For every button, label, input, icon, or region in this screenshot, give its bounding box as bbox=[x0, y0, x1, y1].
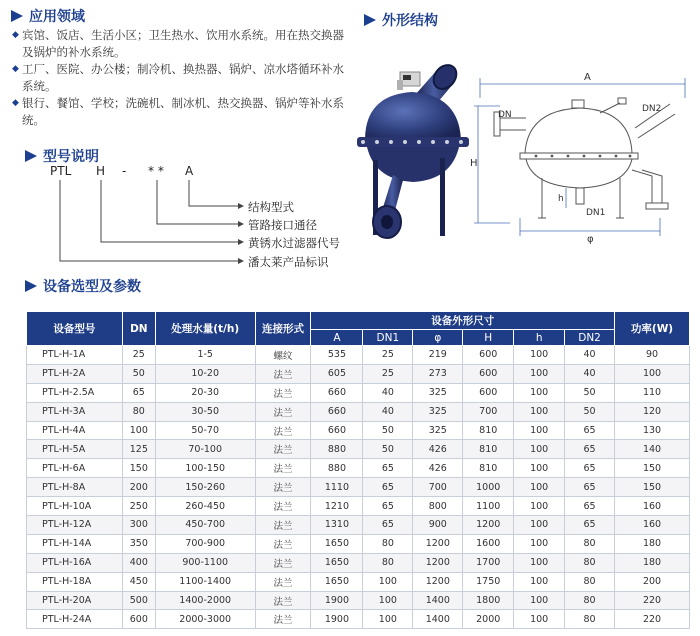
table-cell: 100 bbox=[514, 478, 565, 497]
table-cell: 1210 bbox=[311, 497, 363, 516]
table-cell: 螺纹 bbox=[255, 346, 311, 365]
table-cell: 2000 bbox=[463, 610, 514, 629]
table-cell: 325 bbox=[413, 402, 463, 421]
table-cell: 40 bbox=[565, 364, 615, 383]
table-cell: 426 bbox=[413, 459, 463, 478]
table-cell: 65 bbox=[565, 421, 615, 440]
table-cell: 100 bbox=[363, 610, 413, 629]
table-cell: 法兰 bbox=[255, 364, 311, 383]
table-cell: 260-450 bbox=[155, 497, 255, 516]
section-bullet-icon bbox=[363, 13, 377, 27]
table-cell: 25 bbox=[363, 364, 413, 383]
table-cell: 100-150 bbox=[155, 459, 255, 478]
table-row bbox=[27, 440, 690, 459]
table-row bbox=[27, 534, 690, 553]
table-cell: 180 bbox=[615, 553, 690, 572]
table-cell: 200 bbox=[615, 572, 690, 591]
table-cell: 100 bbox=[514, 346, 565, 365]
table-cell: 65 bbox=[363, 459, 413, 478]
table-cell: 1600 bbox=[463, 534, 514, 553]
table-cell: 65 bbox=[565, 440, 615, 459]
table-cell: 50 bbox=[122, 364, 155, 383]
table-cell: 80 bbox=[565, 591, 615, 610]
table-cell: 法兰 bbox=[255, 459, 311, 478]
list-item: ◆ 工厂、医院、办公楼；制冷机、换热器、锅炉、凉水塔循环补水系统。 bbox=[12, 62, 344, 93]
table-cell: 1750 bbox=[463, 572, 514, 591]
table-cell: 65 bbox=[363, 516, 413, 535]
table-cell: 1900 bbox=[311, 591, 363, 610]
table-row bbox=[27, 497, 690, 516]
label-a: A bbox=[584, 72, 591, 83]
table-cell: 1100 bbox=[463, 497, 514, 516]
table-cell: 80 bbox=[565, 572, 615, 591]
table-cell: 65 bbox=[565, 497, 615, 516]
table-cell: 110 bbox=[615, 383, 690, 402]
table-cell: 100 bbox=[514, 534, 565, 553]
table-cell: 65 bbox=[363, 478, 413, 497]
table-cell: PTL-H-6A bbox=[27, 459, 123, 478]
table-cell: 100 bbox=[122, 421, 155, 440]
table-cell: 法兰 bbox=[255, 610, 311, 629]
table-cell: 100 bbox=[514, 497, 565, 516]
appearance-title: 外形结构 bbox=[382, 13, 438, 29]
table-cell: 50-70 bbox=[155, 421, 255, 440]
table-cell: 法兰 bbox=[255, 402, 311, 421]
table-cell: 80 bbox=[363, 534, 413, 553]
drawing-lines bbox=[470, 58, 698, 258]
table-cell: 100 bbox=[514, 572, 565, 591]
table-cell: 10-20 bbox=[155, 364, 255, 383]
application-heading bbox=[10, 6, 85, 26]
table-cell: 20-30 bbox=[155, 383, 255, 402]
diamond-bullet-icon: ◆ bbox=[12, 30, 19, 40]
table-cell: PTL-H-14A bbox=[27, 534, 123, 553]
table-cell: 50 bbox=[363, 440, 413, 459]
table-cell: 法兰 bbox=[255, 478, 311, 497]
header-connection: 连接形式 bbox=[255, 312, 311, 346]
table-cell: 250 bbox=[122, 497, 155, 516]
table-cell: 100 bbox=[514, 610, 565, 629]
parameter-table bbox=[26, 311, 690, 629]
header-dn1: DN1 bbox=[363, 330, 413, 346]
table-cell: 810 bbox=[463, 421, 514, 440]
table-cell: 1000 bbox=[463, 478, 514, 497]
table-cell: 150-260 bbox=[155, 478, 255, 497]
table-row bbox=[27, 553, 690, 572]
table-cell: 100 bbox=[514, 383, 565, 402]
table-row bbox=[27, 402, 690, 421]
table-cell: 100 bbox=[363, 572, 413, 591]
table-cell: 80 bbox=[122, 402, 155, 421]
table-cell: 1400-2000 bbox=[155, 591, 255, 610]
table-cell: 810 bbox=[463, 459, 514, 478]
diamond-bullet-icon: ◆ bbox=[12, 64, 19, 74]
table-cell: 100 bbox=[514, 364, 565, 383]
code-dash: - bbox=[122, 164, 127, 178]
table-cell: 25 bbox=[122, 346, 155, 365]
table-cell: 600 bbox=[463, 346, 514, 365]
header-h: H bbox=[463, 330, 514, 346]
table-cell: 600 bbox=[463, 383, 514, 402]
table-cell: 法兰 bbox=[255, 516, 311, 535]
table-cell: 30-50 bbox=[155, 402, 255, 421]
table-cell: 1800 bbox=[463, 591, 514, 610]
code-label-structure: 结构型式 bbox=[248, 200, 294, 214]
table-row bbox=[27, 421, 690, 440]
table-cell: 1310 bbox=[311, 516, 363, 535]
application-title: 应用领域 bbox=[29, 9, 85, 25]
table-row bbox=[27, 572, 690, 591]
header-power: 功率(W) bbox=[615, 312, 690, 346]
header-dimensions: 设备外形尺寸 bbox=[311, 312, 615, 330]
table-cell: PTL-H-2A bbox=[27, 364, 123, 383]
table-cell: 150 bbox=[122, 459, 155, 478]
table-cell: PTL-H-20A bbox=[27, 591, 123, 610]
table-cell: PTL-H-5A bbox=[27, 440, 123, 459]
code-label-brand: 潘太莱产品标识 bbox=[248, 255, 329, 269]
table-cell: PTL-H-8A bbox=[27, 478, 123, 497]
table-cell: PTL-H-16A bbox=[27, 553, 123, 572]
label-h-small: h bbox=[558, 194, 564, 204]
table-cell: 535 bbox=[311, 346, 363, 365]
table-cell: 法兰 bbox=[255, 440, 311, 459]
table-cell: PTL-H-12A bbox=[27, 516, 123, 535]
selection-heading bbox=[24, 276, 141, 296]
table-cell: 450-700 bbox=[155, 516, 255, 535]
table-cell: 50 bbox=[565, 402, 615, 421]
application-list bbox=[12, 27, 350, 129]
model-desc-heading bbox=[24, 146, 99, 166]
table-cell: 100 bbox=[514, 459, 565, 478]
header-flow: 处理水量(t/h) bbox=[155, 312, 255, 346]
table-cell: 325 bbox=[413, 421, 463, 440]
table-cell: 2000-3000 bbox=[155, 610, 255, 629]
table-row bbox=[27, 516, 690, 535]
code-label-bore: 管路接口通径 bbox=[248, 218, 317, 232]
table-cell: 1100-1400 bbox=[155, 572, 255, 591]
table-cell: PTL-H-24A bbox=[27, 610, 123, 629]
code-part-type: H bbox=[96, 164, 106, 178]
table-row bbox=[27, 591, 690, 610]
table-cell: 法兰 bbox=[255, 534, 311, 553]
table-cell: 150 bbox=[615, 478, 690, 497]
table-cell: 50 bbox=[565, 383, 615, 402]
table-cell: 426 bbox=[413, 440, 463, 459]
table-cell: 100 bbox=[514, 421, 565, 440]
table-cell: 65 bbox=[565, 516, 615, 535]
table-cell: 100 bbox=[615, 364, 690, 383]
table-cell: 120 bbox=[615, 402, 690, 421]
table-cell: 160 bbox=[615, 516, 690, 535]
appearance-heading bbox=[363, 10, 438, 30]
table-cell: 1200 bbox=[463, 516, 514, 535]
table-cell: 125 bbox=[122, 440, 155, 459]
table-cell: PTL-H-3A bbox=[27, 402, 123, 421]
table-cell: 1400 bbox=[413, 591, 463, 610]
table-cell: 219 bbox=[413, 346, 463, 365]
table-cell: 660 bbox=[311, 421, 363, 440]
table-cell: 220 bbox=[615, 591, 690, 610]
table-cell: 法兰 bbox=[255, 572, 311, 591]
table-cell: PTL-H-4A bbox=[27, 421, 123, 440]
table-cell: 700 bbox=[413, 478, 463, 497]
table-cell: 350 bbox=[122, 534, 155, 553]
parameter-table-body bbox=[27, 346, 690, 629]
label-h: H bbox=[470, 158, 478, 169]
table-cell: 1200 bbox=[413, 553, 463, 572]
model-code-diagram bbox=[30, 164, 350, 274]
table-cell: 1650 bbox=[311, 572, 363, 591]
table-cell: PTL-H-2.5A bbox=[27, 383, 123, 402]
table-cell: PTL-H-18A bbox=[27, 572, 123, 591]
table-row bbox=[27, 364, 690, 383]
table-cell: 605 bbox=[311, 364, 363, 383]
table-cell: 40 bbox=[363, 402, 413, 421]
product-photo bbox=[345, 40, 480, 250]
table-cell: 1650 bbox=[311, 553, 363, 572]
table-cell: 65 bbox=[565, 459, 615, 478]
table-cell: 80 bbox=[565, 610, 615, 629]
table-cell: 140 bbox=[615, 440, 690, 459]
table-cell: 法兰 bbox=[255, 553, 311, 572]
table-cell: 300 bbox=[122, 516, 155, 535]
selection-title: 设备选型及参数 bbox=[43, 279, 141, 295]
table-cell: 法兰 bbox=[255, 497, 311, 516]
table-cell: 880 bbox=[311, 459, 363, 478]
table-cell: 80 bbox=[565, 553, 615, 572]
table-cell: 450 bbox=[122, 572, 155, 591]
table-cell: 80 bbox=[565, 534, 615, 553]
table-cell: 65 bbox=[122, 383, 155, 402]
header-dn2: DN2 bbox=[565, 330, 615, 346]
table-cell: 100 bbox=[514, 402, 565, 421]
table-cell: 25 bbox=[363, 346, 413, 365]
table-cell: 65 bbox=[363, 497, 413, 516]
table-cell: 70-100 bbox=[155, 440, 255, 459]
table-cell: 1400 bbox=[413, 610, 463, 629]
table-cell: 1200 bbox=[413, 534, 463, 553]
table-cell: 900-1100 bbox=[155, 553, 255, 572]
header-model: 设备型号 bbox=[27, 312, 123, 346]
section-bullet-icon bbox=[24, 149, 38, 163]
table-cell: 325 bbox=[413, 383, 463, 402]
table-cell: 600 bbox=[463, 364, 514, 383]
table-cell: 80 bbox=[363, 553, 413, 572]
label-dn1: DN1 bbox=[586, 208, 606, 218]
table-row bbox=[27, 610, 690, 629]
table-cell: PTL-H-10A bbox=[27, 497, 123, 516]
diamond-bullet-icon: ◆ bbox=[12, 98, 19, 108]
table-cell: 1900 bbox=[311, 610, 363, 629]
table-cell: 100 bbox=[514, 553, 565, 572]
table-cell: PTL-H-1A bbox=[27, 346, 123, 365]
code-part-prefix: PTL bbox=[50, 164, 72, 178]
table-cell: 880 bbox=[311, 440, 363, 459]
section-bullet-icon bbox=[10, 9, 24, 23]
table-cell: 1110 bbox=[311, 478, 363, 497]
table-cell: 法兰 bbox=[255, 591, 311, 610]
label-phi: φ bbox=[587, 234, 594, 245]
header-dn: DN bbox=[122, 312, 155, 346]
code-label-filter-code: 黄锈水过滤器代号 bbox=[248, 236, 340, 250]
header-phi: φ bbox=[413, 330, 463, 346]
code-part-structure: A bbox=[185, 164, 194, 178]
header-a: A bbox=[311, 330, 363, 346]
table-cell: 100 bbox=[514, 516, 565, 535]
table-row bbox=[27, 346, 690, 365]
table-cell: 810 bbox=[463, 440, 514, 459]
code-part-size: * * bbox=[148, 164, 164, 178]
section-bullet-icon bbox=[24, 279, 38, 293]
table-cell: 法兰 bbox=[255, 383, 311, 402]
label-dn: DN bbox=[498, 110, 512, 120]
table-cell: 40 bbox=[363, 383, 413, 402]
list-item: ◆ 银行、餐馆、学校；洗碗机、制冰机、热交换器、锅炉等补水系统。 bbox=[12, 96, 344, 127]
table-cell: 660 bbox=[311, 402, 363, 421]
table-cell: 1700 bbox=[463, 553, 514, 572]
table-cell: 600 bbox=[122, 610, 155, 629]
table-cell: 65 bbox=[565, 478, 615, 497]
table-cell: 1650 bbox=[311, 534, 363, 553]
table-cell: 90 bbox=[615, 346, 690, 365]
table-row bbox=[27, 459, 690, 478]
structure-drawing bbox=[470, 58, 698, 258]
table-cell: 500 bbox=[122, 591, 155, 610]
label-dn2: DN2 bbox=[642, 104, 662, 114]
table-cell: 800 bbox=[413, 497, 463, 516]
table-cell: 150 bbox=[615, 459, 690, 478]
table-cell: 220 bbox=[615, 610, 690, 629]
table-cell: 100 bbox=[363, 591, 413, 610]
table-cell: 400 bbox=[122, 553, 155, 572]
table-cell: 1-5 bbox=[155, 346, 255, 365]
table-row bbox=[27, 383, 690, 402]
table-cell: 100 bbox=[514, 440, 565, 459]
table-cell: 180 bbox=[615, 534, 690, 553]
table-cell: 130 bbox=[615, 421, 690, 440]
table-cell: 660 bbox=[311, 383, 363, 402]
header-h-small: h bbox=[514, 330, 565, 346]
table-cell: 50 bbox=[363, 421, 413, 440]
table-cell: 700-900 bbox=[155, 534, 255, 553]
table-cell: 法兰 bbox=[255, 421, 311, 440]
model-desc-title: 型号说明 bbox=[43, 149, 99, 165]
table-cell: 200 bbox=[122, 478, 155, 497]
table-cell: 40 bbox=[565, 346, 615, 365]
list-item: ◆ 宾馆、饭店、生活小区；卫生热水、饮用水系统。用在热交换器及锅炉的补水系统。 bbox=[12, 28, 344, 59]
table-cell: 100 bbox=[514, 591, 565, 610]
table-cell: 1200 bbox=[413, 572, 463, 591]
table-cell: 900 bbox=[413, 516, 463, 535]
table-cell: 700 bbox=[463, 402, 514, 421]
table-row bbox=[27, 478, 690, 497]
table-cell: 160 bbox=[615, 497, 690, 516]
table-cell: 273 bbox=[413, 364, 463, 383]
